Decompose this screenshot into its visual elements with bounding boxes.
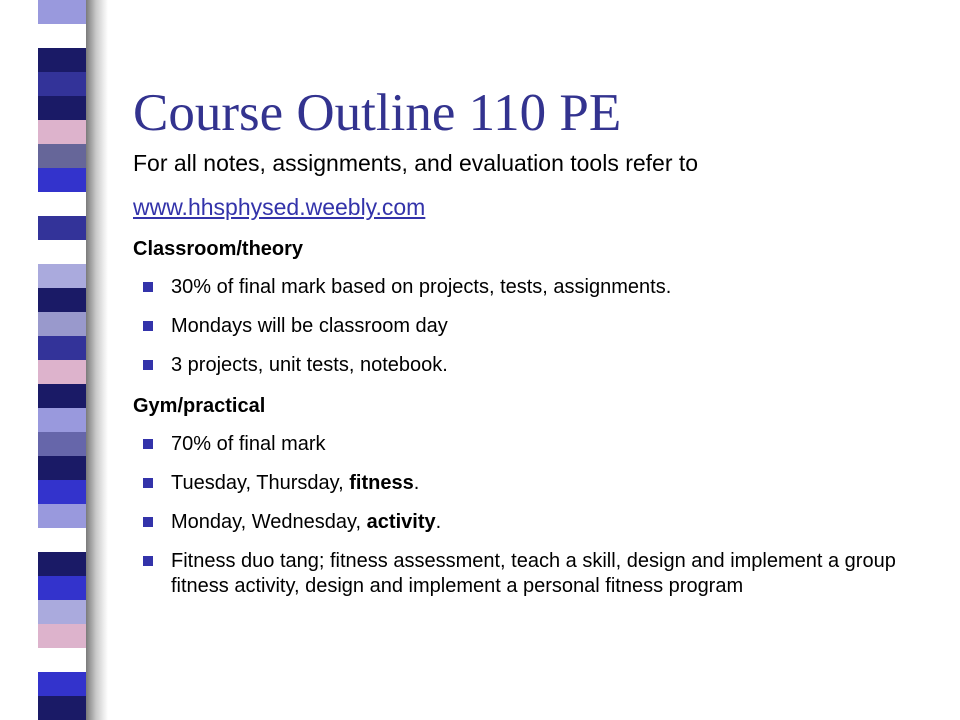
stripe-block bbox=[38, 312, 86, 336]
list-item bbox=[133, 432, 933, 457]
bullet-list bbox=[133, 432, 933, 599]
bullet-list bbox=[133, 275, 933, 378]
stripe-block bbox=[38, 576, 86, 600]
list-item bbox=[133, 314, 933, 339]
stripe-block bbox=[38, 552, 86, 576]
stripe-block bbox=[38, 216, 86, 240]
list-item bbox=[133, 471, 933, 496]
square-bullet-icon bbox=[143, 439, 153, 449]
stripe-block bbox=[38, 504, 86, 528]
stripe-block bbox=[38, 72, 86, 96]
square-bullet-icon bbox=[143, 517, 153, 527]
emphasis-text: fitness bbox=[349, 472, 414, 495]
stripe-block bbox=[38, 648, 86, 672]
stripe-block bbox=[38, 168, 86, 192]
website-link[interactable]: www.hhsphysed.weebly.com bbox=[133, 193, 426, 220]
stripe-block bbox=[38, 480, 86, 504]
stripe-block bbox=[38, 360, 86, 384]
square-bullet-icon bbox=[143, 282, 153, 292]
decorative-stripe bbox=[38, 0, 86, 720]
stripe-block bbox=[38, 192, 86, 216]
stripe-block bbox=[38, 120, 86, 144]
item-text: Mondays will be classroom day bbox=[171, 315, 448, 338]
item-text: . bbox=[413, 472, 420, 495]
sections-container bbox=[133, 237, 933, 599]
square-bullet-icon bbox=[143, 360, 153, 370]
stripe-block bbox=[38, 24, 86, 48]
stripe-block bbox=[38, 144, 86, 168]
list-item bbox=[133, 353, 933, 378]
stripe-block bbox=[38, 528, 86, 552]
intro-text: For all notes, assignments, and evaluation tools refer to bbox=[133, 150, 699, 176]
stripe-block bbox=[38, 624, 86, 648]
list-item bbox=[133, 510, 933, 535]
item-text: 3 projects, unit tests, notebook. bbox=[171, 354, 448, 377]
slide-body bbox=[133, 150, 933, 599]
item-text: Monday, Wednesday, bbox=[171, 511, 367, 534]
stripe-block bbox=[38, 384, 86, 408]
item-text: Tuesday, Thursday, bbox=[171, 472, 350, 495]
stripe-block bbox=[38, 600, 86, 624]
section-heading: Gym/practical bbox=[133, 395, 266, 418]
stripe-block bbox=[38, 288, 86, 312]
stripe-block bbox=[38, 240, 86, 264]
stripe-block bbox=[38, 48, 86, 72]
list-item bbox=[133, 275, 933, 300]
stripe-block bbox=[38, 336, 86, 360]
slide-title: Course Outline 110 PE bbox=[133, 84, 622, 142]
square-bullet-icon bbox=[143, 556, 153, 566]
section-heading: Classroom/theory bbox=[133, 238, 304, 261]
website-link-line bbox=[133, 194, 933, 222]
square-bullet-icon bbox=[143, 321, 153, 331]
stripe-block bbox=[38, 264, 86, 288]
stripe-block bbox=[38, 96, 86, 120]
stripe-shadow bbox=[86, 0, 108, 720]
emphasis-text: activity bbox=[366, 511, 436, 534]
item-text: 70% of final mark bbox=[171, 433, 326, 456]
list-item bbox=[133, 549, 933, 599]
square-bullet-icon bbox=[143, 478, 153, 488]
stripe-block bbox=[38, 456, 86, 480]
stripe-block bbox=[38, 696, 86, 720]
item-text: Fitness duo tang; fitness assessment, teach a skill, design and implement a group fitness activity, design and implement a personal fitness program bbox=[171, 550, 896, 598]
stripe-block bbox=[38, 408, 86, 432]
item-text: 30% of final mark based on projects, tests, assignments. bbox=[171, 276, 672, 299]
stripe-block bbox=[38, 0, 86, 24]
item-text: . bbox=[435, 511, 442, 534]
stripe-block bbox=[38, 432, 86, 456]
stripe-block bbox=[38, 672, 86, 696]
